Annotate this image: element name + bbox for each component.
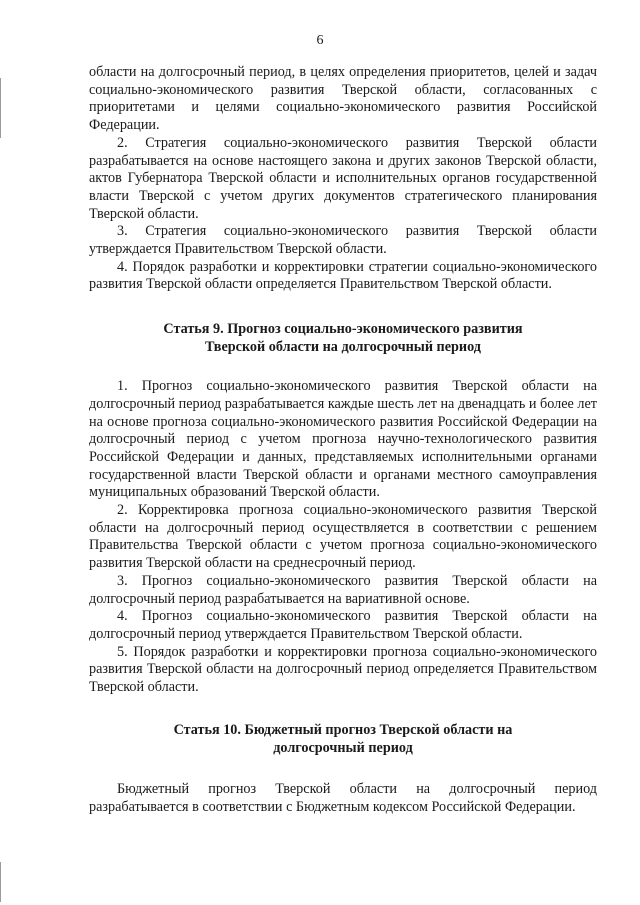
article9-title-line1: Статья 9. Прогноз социально-экономического развития [163, 321, 523, 338]
article9-paragraph-1: 1. Прогноз социально-экономического развития Тверской области на долгосрочный период разрабатывается каждые шесть лет на двенадцать и более лет на основе прогноза социально-экономического развития Российской Федерации на долгосрочный период с учетом прогноза научно-технологического развития Российской Федерации и данных, представляемых исполнительными органами государственной власти Тверской области и органами местного самоуправления муниципальных образований Тверской области. [89, 378, 597, 501]
page-number: 6 [316, 33, 324, 48]
article9-paragraph-3: 3. Прогноз социально-экономического развития Тверской области на долгосрочный период разрабатывается на вариативной основе. [89, 572, 597, 607]
paragraph-strategy-3: 3. Стратегия социально-экономического развития Тверской области утверждается Правительством Тверской области. [89, 223, 597, 258]
article10-title-line1: Статья 10. Бюджетный прогноз Тверской области на [173, 721, 513, 738]
paragraph-strategy-2: 2. Стратегия социально-экономического развития Тверской области разрабатывается на основе настоящего закона и других законов Тверской области, актов Губернатора Тверской области и исполнительных органов государственной власти Тверской с учетом других документов стратегического планирования Тверской области. [89, 134, 597, 222]
paragraph-continuation: области на долгосрочный период, в целях определения приоритетов, целей и задач социально-экономического развития Тверской области, согласованных с приоритетами и целями социально-экономического развития Российской Федерации. [89, 64, 597, 134]
scan-edge-mark-top [0, 78, 1, 138]
scan-edge-mark-bottom [0, 862, 1, 902]
document-body [89, 64, 597, 816]
article9-paragraph-5: 5. Порядок разработки и корректировки прогноза социально-экономического развития Тверской области на долгосрочный период определяется Правительством Тверской области. [89, 643, 597, 696]
article10-paragraph-1: Бюджетный прогноз Тверской области на долгосрочный период разрабатывается в соответствии с Бюджетным кодексом Российской Федерации. [89, 780, 597, 815]
paragraph-strategy-4: 4. Порядок разработки и корректировки стратегии социально-экономического развития Тверской области определяется Правительством Тверской области. [89, 258, 597, 293]
article9-paragraph-2: 2. Корректировка прогноза социально-экономического развития Тверской области на долгосрочный период осуществляется в соответствии с решением Правительства Тверской области с учетом прогноза социально-экономического развития Тверской области на среднесрочный период. [89, 502, 597, 572]
article9-title-line2: Тверской области на долгосрочный период [205, 339, 481, 356]
article9-paragraph-4: 4. Прогноз социально-экономического развития Тверской области на долгосрочный период утверждается Правительством Тверской области. [89, 608, 597, 642]
article10-title-line2: долгосрочный период [273, 739, 413, 756]
